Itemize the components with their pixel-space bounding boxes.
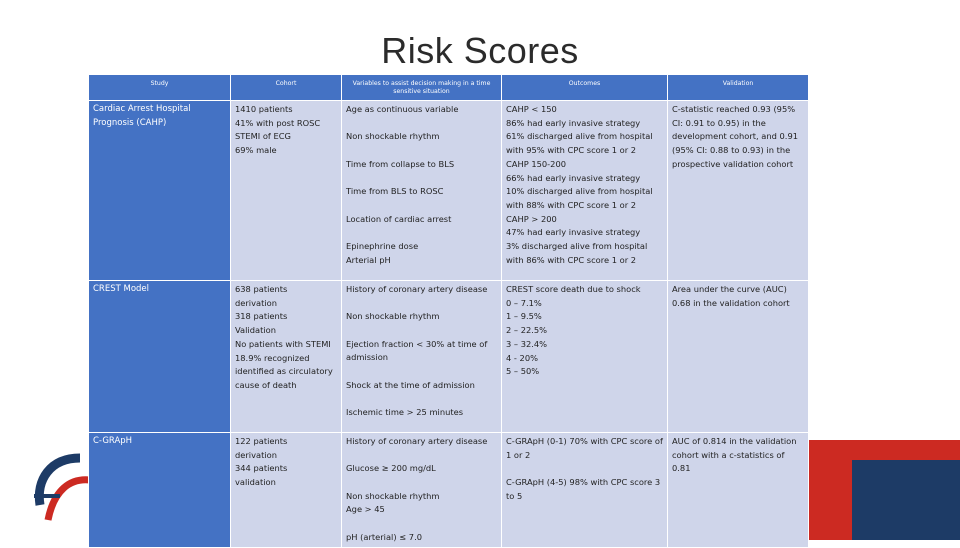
cohort-line: No patients with STEMI bbox=[235, 338, 331, 349]
slide-title: Risk Scores bbox=[381, 30, 579, 71]
cohort-line: 122 patients bbox=[235, 436, 288, 446]
variables-cell bbox=[342, 281, 502, 433]
cohort-cell bbox=[231, 101, 342, 281]
variables-cell bbox=[342, 101, 502, 281]
study-name: C-GRApH bbox=[89, 433, 231, 548]
variable-item: pH (arterial) ≤ 7.0 bbox=[346, 531, 422, 542]
variables-cell bbox=[342, 433, 502, 548]
variable-item: Time from collapse to BLS bbox=[346, 158, 455, 169]
cohort-line: 41% with post ROSC bbox=[235, 117, 321, 128]
study-name: Cardiac Arrest Hospital Prognosis (CAHP) bbox=[89, 101, 231, 281]
outcome-item: 47% had early invasive strategy bbox=[506, 227, 641, 238]
outcome-item: 1 – 9.5% bbox=[506, 311, 542, 322]
cohort-line: 69% male bbox=[235, 145, 277, 156]
cohort-line: 318 patients bbox=[235, 311, 288, 322]
cohort-line: STEMI of ECG bbox=[235, 131, 291, 142]
outcome-item: 2 – 22.5% bbox=[506, 325, 548, 336]
cohort-line: 18.9% recognized identified as circulatory cause of death bbox=[235, 352, 333, 390]
outcome-item: CAHP > 200 bbox=[506, 213, 557, 224]
variable-item: Ejection fraction < 30% at time of admission bbox=[346, 338, 488, 363]
variable-item: Time from BLS to ROSC bbox=[346, 186, 444, 197]
cohort-line: Validation bbox=[235, 325, 276, 336]
variable-item: History of coronary artery disease bbox=[346, 436, 488, 446]
cohort-line: derivation bbox=[235, 297, 277, 308]
outcome-item: 66% had early invasive strategy bbox=[506, 172, 641, 183]
outcome-item: 3% discharged alive from hospital with 86% with CPC score 1 or 2 bbox=[506, 241, 648, 265]
outcomes-cell bbox=[502, 433, 668, 548]
header-outcomes: Outcomes bbox=[502, 75, 668, 101]
outcome-item: 86% had early invasive strategy bbox=[506, 117, 641, 128]
table-header-row bbox=[89, 75, 809, 101]
table-row bbox=[89, 281, 809, 433]
cohort-cell bbox=[231, 433, 342, 548]
variable-item: History of coronary artery disease bbox=[346, 284, 488, 294]
table-row bbox=[89, 433, 809, 548]
header-cohort: Cohort bbox=[231, 75, 342, 101]
outcome-item: CREST score death due to shock bbox=[506, 284, 641, 294]
header-validation: Validation bbox=[668, 75, 809, 101]
variable-item: Non shockable rhythm bbox=[346, 490, 440, 501]
outcomes-cell bbox=[502, 281, 668, 433]
risk-score-table bbox=[88, 74, 809, 548]
table-row bbox=[89, 101, 809, 281]
variable-item: Age > 45 bbox=[346, 504, 385, 515]
variable-item: Glucose ≥ 200 mg/dL bbox=[346, 463, 436, 474]
cohort-line: 638 patients bbox=[235, 284, 288, 294]
outcome-item: CAHP < 150 bbox=[506, 104, 557, 114]
variable-item: Non shockable rhythm bbox=[346, 311, 440, 322]
variable-item: Non shockable rhythm bbox=[346, 131, 440, 142]
outcome-item: 5 – 50% bbox=[506, 366, 540, 377]
cohort-line: derivation bbox=[235, 449, 277, 460]
outcome-item: CAHP 150-200 bbox=[506, 158, 567, 169]
variable-item: Ischemic time > 25 minutes bbox=[346, 407, 464, 418]
outcome-item: C-GRApH (0-1) 70% with CPC score of 1 or 2 bbox=[506, 436, 663, 460]
cohort-line: validation bbox=[235, 477, 276, 488]
outcomes-cell bbox=[502, 101, 668, 281]
validation-cell: C-statistic reached 0.93 (95% CI: 0.91 to 0.95) in the development cohort, and 0.91 (95% CI: 0.88 to 0.93) in the prospective validation cohort bbox=[668, 101, 809, 281]
outcome-item: 3 – 32.4% bbox=[506, 338, 548, 349]
variable-item: Location of cardiac arrest bbox=[346, 213, 452, 224]
outcome-item: 10% discharged alive from hospital with 88% with CPC score 1 or 2 bbox=[506, 186, 653, 210]
validation-cell: Area under the curve (AUC) 0.68 in the validation cohort bbox=[668, 281, 809, 433]
outcome-item: 61% discharged alive from hospital with 95% with CPC score 1 or 2 bbox=[506, 131, 653, 156]
cohort-cell bbox=[231, 281, 342, 433]
outcome-item: C-GRApH (4-5) 98% with CPC score 3 to 5 bbox=[506, 477, 661, 501]
variable-item: Shock at the time of admission bbox=[346, 379, 475, 390]
header-study: Study bbox=[89, 75, 231, 101]
variable-item: Epinephrine dose bbox=[346, 240, 419, 251]
header-variables: Variables to assist decision making in a time sensitive situation bbox=[342, 75, 502, 101]
validation-cell: AUC of 0.814 in the validation cohort with a c-statistics of 0.81 bbox=[668, 433, 809, 548]
cohort-line: 1410 patients bbox=[235, 104, 293, 114]
decorative-navy-block bbox=[852, 460, 960, 540]
cohort-line: 344 patients bbox=[235, 463, 288, 474]
study-name: CREST Model bbox=[89, 281, 231, 433]
variable-item: Arterial pH bbox=[346, 254, 391, 265]
outcome-item: 4 - 20% bbox=[506, 352, 538, 363]
outcome-item: 0 – 7.1% bbox=[506, 297, 542, 308]
variable-item: Age as continuous variable bbox=[346, 104, 459, 114]
